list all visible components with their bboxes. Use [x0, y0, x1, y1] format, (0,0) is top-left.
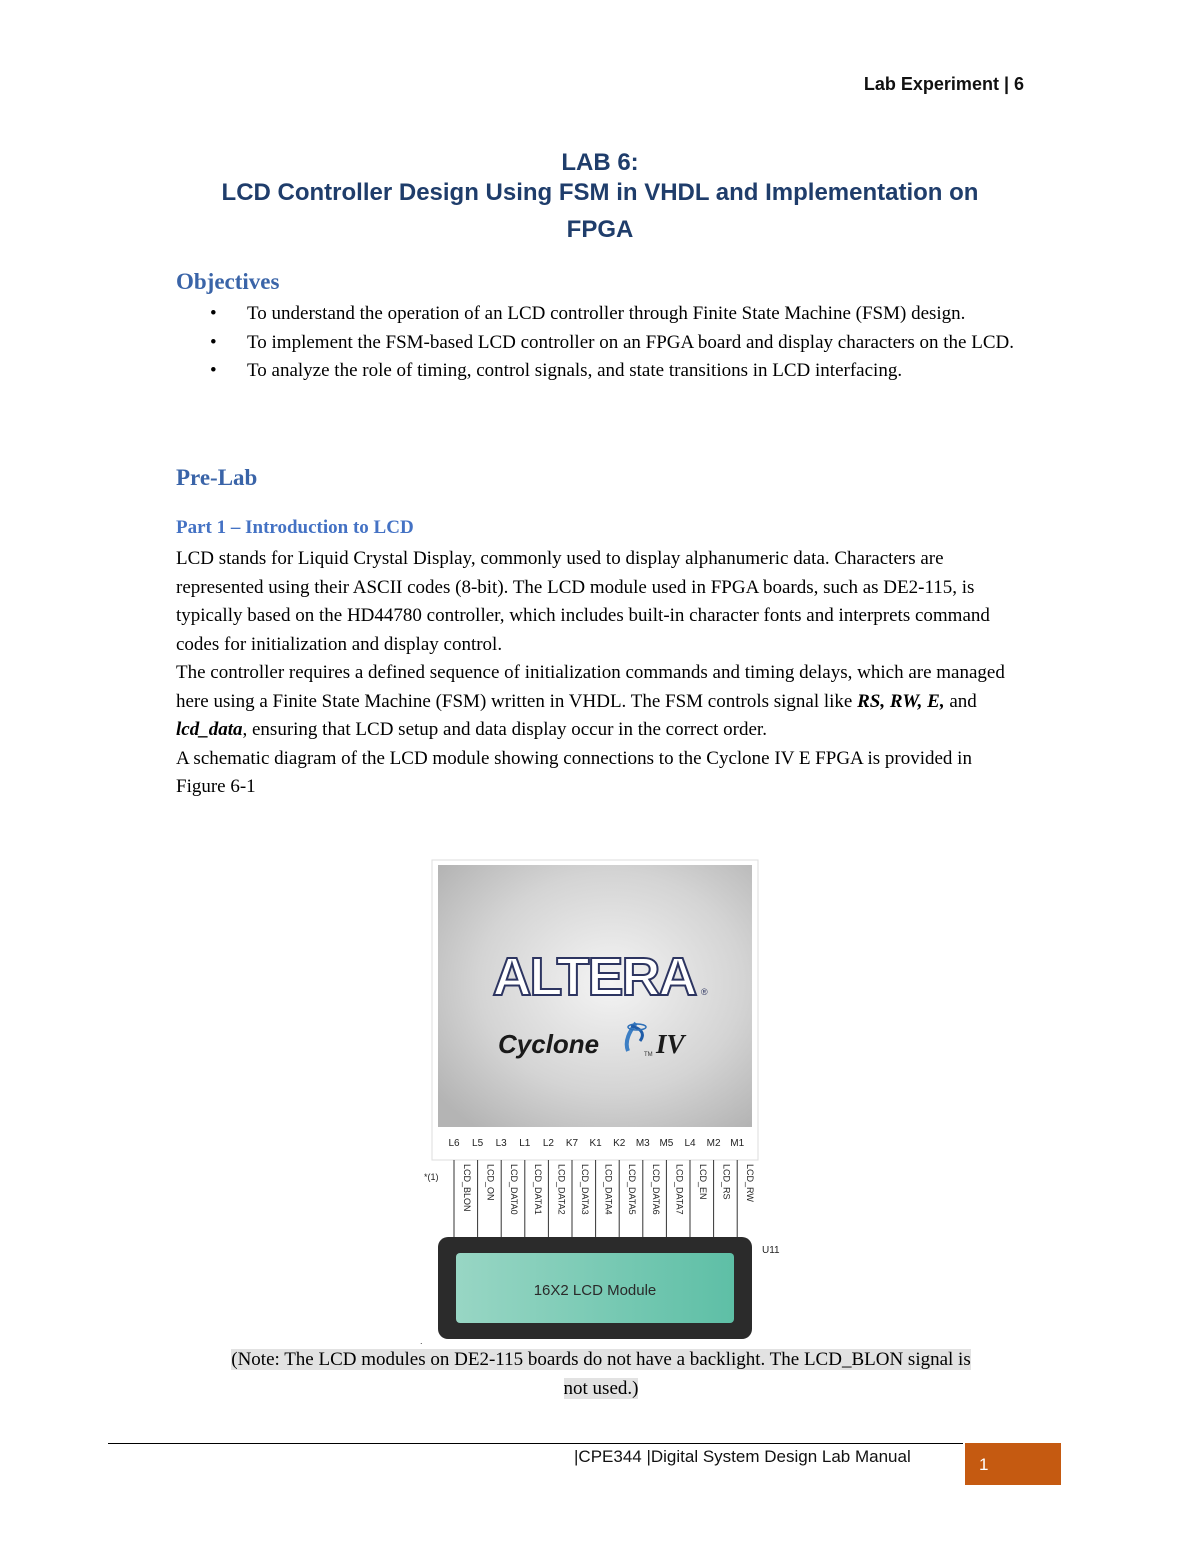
pin-label: L4	[684, 1138, 696, 1149]
signal-lcd-data: lcd_data	[176, 719, 243, 740]
altera-logo: ALTERA	[492, 947, 696, 1007]
running-header: Lab Experiment | 6	[863, 74, 1024, 94]
signal-label: LCD_EN	[698, 1164, 708, 1200]
paragraph-controller: The controller requires a defined sequence of initialization commands and timing delays, which are managed here using a Finite State Machine (FSM) written in VHDL. The FSM controls signal like RS, RW, E, and lcd_data, ensuring that LCD setup and data display occur in the correct order.	[176, 662, 1005, 740]
objectives-list	[176, 300, 1026, 386]
lab-number: LAB 6:	[561, 149, 639, 176]
signal-label: LCD_DATA5	[627, 1164, 638, 1215]
prelab-body	[176, 545, 1026, 802]
pin-label: L1	[519, 1138, 531, 1149]
cyclone-iv-numeral: IV	[656, 1029, 685, 1059]
figure-dot: .	[420, 1336, 423, 1345]
pin-label: M5	[659, 1138, 674, 1149]
signal-labels	[462, 1164, 755, 1215]
cyclone-logo: Cyclone	[498, 1029, 600, 1059]
list-item	[176, 357, 1026, 386]
note-line1: (Note: The LCD modules on DE2-115 boards do not have a backlight. The LCD_BLON signal is	[231, 1349, 971, 1370]
signal-label: LCD_DATA4	[603, 1164, 614, 1215]
footer-text: |CPE344 |Digital System Design Lab Manual	[574, 1447, 911, 1466]
pin-label: K7	[565, 1138, 579, 1149]
figure-note	[176, 1346, 1026, 1403]
pin-label: L2	[542, 1138, 554, 1149]
signal-label: LCD_RW	[745, 1164, 756, 1202]
module-ref: U11	[762, 1245, 780, 1256]
objective-text: To implement the FSM-based LCD controller on an FPGA board and display characters on the LCD.	[247, 331, 1014, 353]
lcd-schematic	[418, 855, 788, 1345]
objectives-heading: Objectives	[176, 269, 280, 294]
list-item	[176, 329, 1026, 358]
signal-label: LCD_DATA7	[674, 1164, 685, 1215]
registered-mark: ®	[701, 987, 708, 997]
signal-label: LCD_DATA0	[509, 1164, 520, 1215]
pin-label: M2	[706, 1138, 721, 1149]
list-item	[176, 300, 1026, 329]
pin-label: K1	[589, 1138, 602, 1149]
page-number-box	[965, 1443, 1061, 1485]
prelab-heading: Pre-Lab	[176, 465, 258, 490]
pin-label: K2	[613, 1138, 626, 1149]
paragraph-lcd-intro: LCD stands for Liquid Crystal Display, commonly used to display alphanumeric data. Characters are represented using their ASCII codes (8-bit). The LCD module used in FPGA boards, such as DE2-115, is typically based on the HD44780 controller, which includes built-in character fonts and interprets command codes for initialization and display control.	[176, 548, 990, 655]
signal-label: LCD_DATA6	[650, 1164, 661, 1215]
figure-6-1	[418, 855, 788, 1345]
signal-label: LCD_RS	[721, 1164, 732, 1200]
bullet-icon: •	[210, 303, 217, 324]
pin-label: M1	[730, 1138, 745, 1149]
pin-label: M3	[635, 1138, 650, 1149]
trademark: TM	[644, 1052, 653, 1058]
signal-label: LCD_BLON	[462, 1164, 472, 1212]
pin-label: L6	[448, 1138, 460, 1149]
objective-text: To understand the operation of an LCD controller through Finite State Machine (FSM) design.	[247, 303, 966, 324]
note-line2: not used.)	[563, 1377, 639, 1399]
objective-text: To analyze the role of timing, control signals, and state transitions in LCD interfacing.	[247, 360, 903, 381]
lab-title-line2: FPGA	[566, 216, 634, 243]
footnote-mark: *(1)	[424, 1172, 439, 1182]
part1-heading: Part 1 – Introduction to LCD	[176, 517, 414, 538]
bullet-icon: •	[210, 360, 217, 381]
bullet-icon: •	[210, 331, 217, 353]
signal-label: LCD_DATA1	[532, 1164, 543, 1215]
pin-label: L5	[472, 1138, 484, 1149]
signal-label: LCD_DATA2	[556, 1164, 567, 1215]
signal-names: RS, RW, E,	[857, 690, 945, 712]
pin-label: L3	[495, 1138, 507, 1149]
signal-label: LCD_ON	[485, 1164, 496, 1201]
lcd-module-label: 16X2 LCD Module	[533, 1282, 657, 1299]
lab-title-line1: LCD Controller Design Using FSM in VHDL and Implementation on	[221, 179, 979, 206]
signal-label: LCD_DATA3	[580, 1164, 590, 1215]
footer-rule	[108, 1443, 963, 1444]
page-number: 1	[979, 1455, 989, 1474]
paragraph-figure-ref: A schematic diagram of the LCD module showing connections to the Cyclone IV E FPGA is provided in Figure 6-1	[176, 747, 972, 797]
